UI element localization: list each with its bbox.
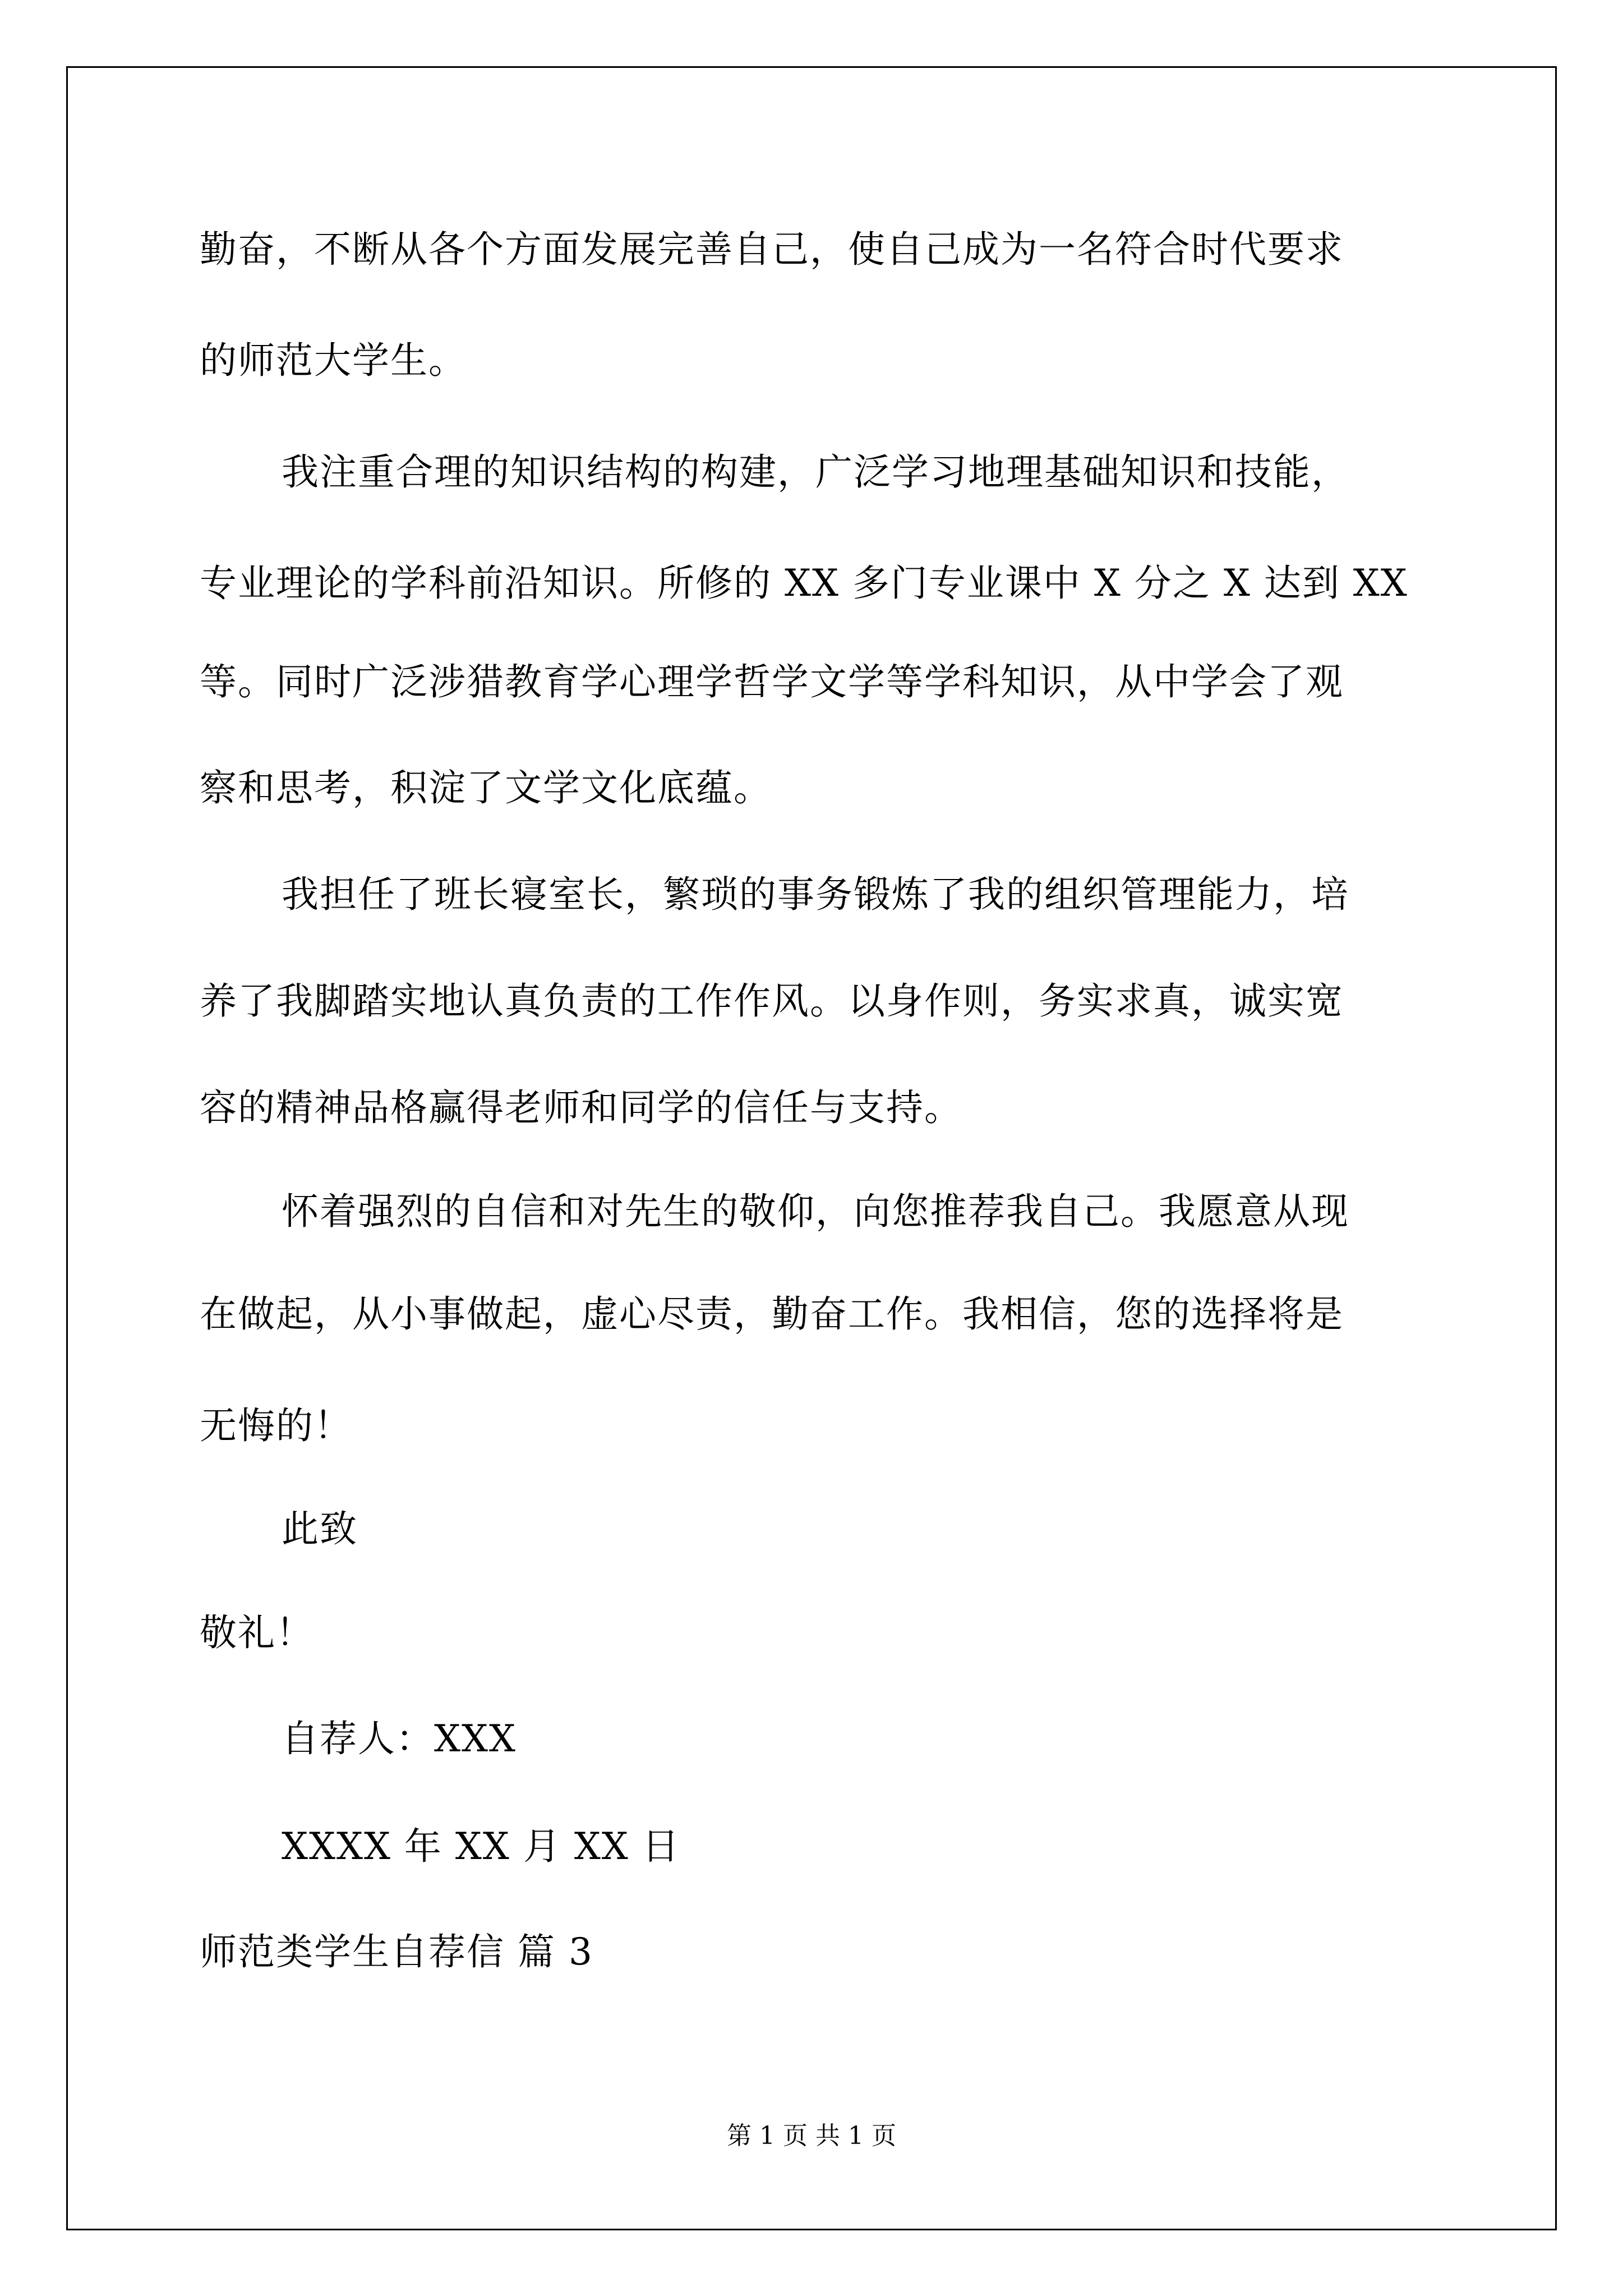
paragraph-knowledge-start: 我注重合理的知识结构的构建，广泛学习地理基础知识和技能，: [282, 450, 1349, 494]
section-heading: 师范类学生自荐信 篇 3: [200, 1930, 593, 1973]
body-line-9: 容的精神品格赢得老师和同学的信任与支持。: [200, 1086, 962, 1129]
salutation-jingli: 敬礼！: [200, 1611, 314, 1654]
body-line-1: 勤奋，不断从各个方面发展完善自己，使自己成为一名符合时代要求: [200, 228, 1344, 271]
paragraph-leadership-start: 我担任了班长寝室长，繁琐的事务锻炼了我的组织管理能力，培: [282, 873, 1349, 916]
body-line-4: 专业理论的学科前沿知识。所修的 XX 多门专业课中 X 分之 X 达到 XX: [200, 562, 1408, 605]
body-line-8: 养了我脚踏实地认真负责的工作作风。以身作则，务实求真，诚实宽: [200, 979, 1344, 1023]
page-border: [66, 66, 1557, 2230]
salutation-cizhi: 此致: [282, 1507, 358, 1550]
paragraph-closing-start: 怀着强烈的自信和对先生的敬仰，向您推荐我自己。我愿意从现: [282, 1190, 1349, 1233]
date-line: XXXX 年 XX 月 XX 日: [282, 1825, 680, 1868]
body-line-11: 在做起，从小事做起，虚心尽责，勤奋工作。我相信，您的选择将是: [200, 1292, 1344, 1336]
body-line-2: 的师范大学生。: [200, 339, 467, 382]
body-line-12: 无悔的！: [200, 1404, 352, 1447]
body-line-6: 察和思考，积淀了文学文化底蕴。: [200, 766, 772, 809]
signature-line: 自荐人：XXX: [282, 1717, 517, 1760]
body-line-5: 等。同时广泛涉猎教育学心理学哲学文学等学科知识，从中学会了观: [200, 660, 1344, 703]
page-footer: 第 1 页 共 1 页: [727, 2122, 896, 2150]
